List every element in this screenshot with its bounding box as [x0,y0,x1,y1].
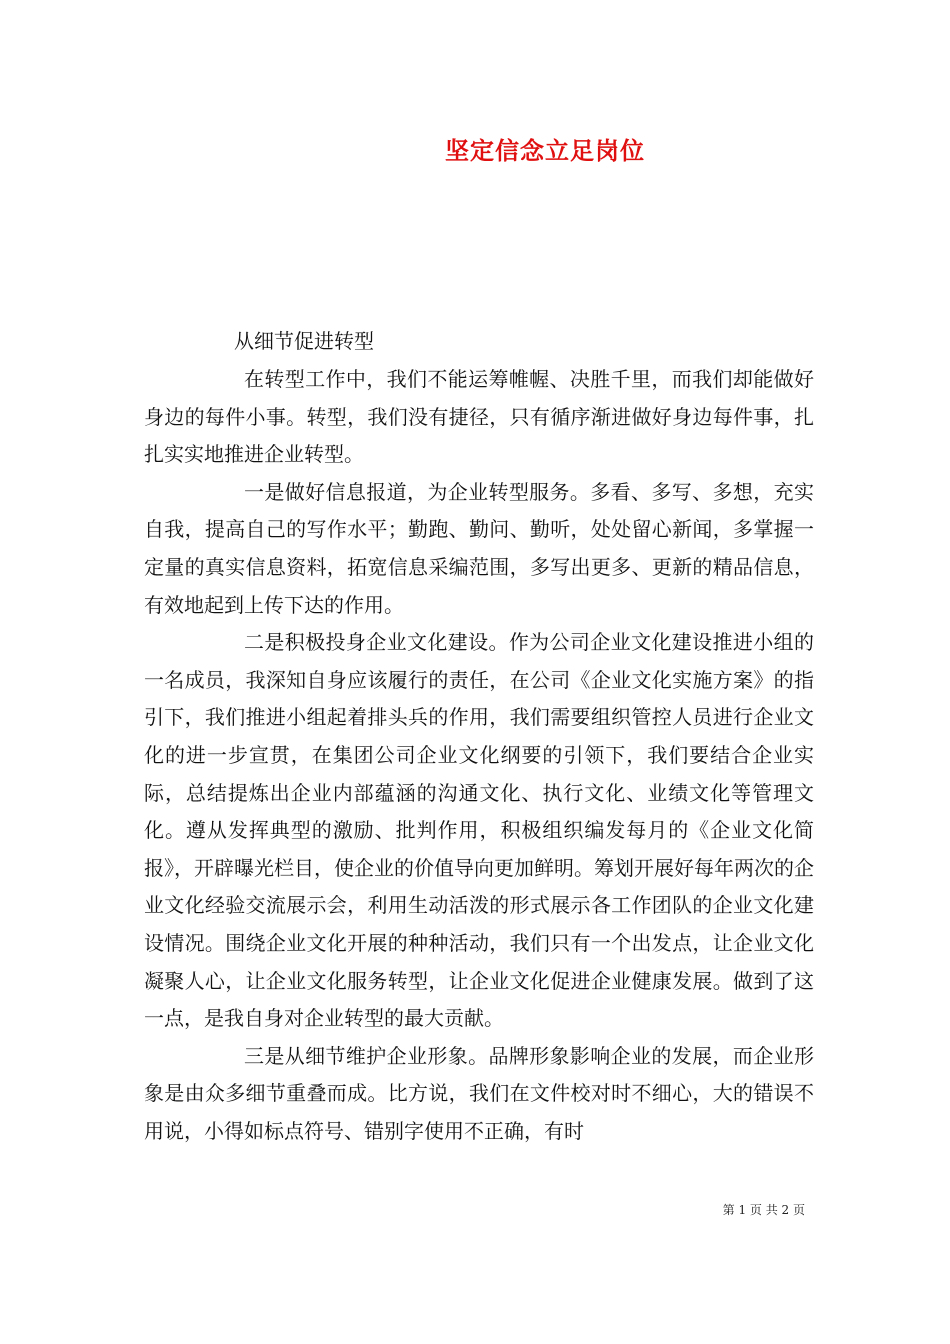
body-text [144,361,814,1150]
section-subheading: 从细节促进转型 [234,329,374,353]
paragraph-corporate-image: 三是从细节维护企业形象。品牌形象影响企业的发展，而企业形象是由众多细节重叠而成。比方说，我们在文件校对时不细心，大的错误不用说，小得如标点符号、错别字使用不正确，有时 [144,1043,814,1143]
paragraph-intro: 在转型工作中，我们不能运筹帷幄、决胜千里，而我们却能做好身边的每件小事。转型，我们没有捷径，只有循序渐进做好身边每件事，扎扎实实地推进企业转型。 [144,367,814,467]
paragraph-info-reporting: 一是做好信息报道，为企业转型服务。多看、多写、多想，充实自我，提高自己的写作水平；勤跑、勤问、勤听，处处留心新闻，多掌握一定量的真实信息资料，拓宽信息采编范围，多写出更多、更新的精品信息，有效地起到上传下达的作用。 [144,479,814,617]
paragraph-corporate-culture: 二是积极投身企业文化建设。作为公司企业文化建设推进小组的一名成员，我深知自身应该履行的责任，在公司《企业文化实施方案》的指引下，我们推进小组起着排头兵的作用，我们需要组织管控人员进行企业文化的进一步宣贯，在集团公司企业文化纲要的引领下，我们要结合企业实际，总结提炼出企业内部蕴涵的沟通文化、执行文化、业绩文化等管理文化。遵从发挥典型的激励、批判作用，积极组织编发每月的《企业文化简报》，开辟曝光栏目，使企业的价值导向更加鲜明。筹划开展好每年两次的企业文化经验交流展示会，利用生动活泼的形式展示各工作团队的企业文化建设情况。围绕企业文化开展的种种活动，我们只有一个出发点，让企业文化凝聚人心，让企业文化服务转型，让企业文化促进企业健康发展。做到了这一点，是我自身对企业转型的最大贡献。 [144,630,814,1031]
page-number-footer: 第 1 页 共 2 页 [722,1203,805,1217]
document-title: 坚定信念立足岗位 [445,136,645,165]
